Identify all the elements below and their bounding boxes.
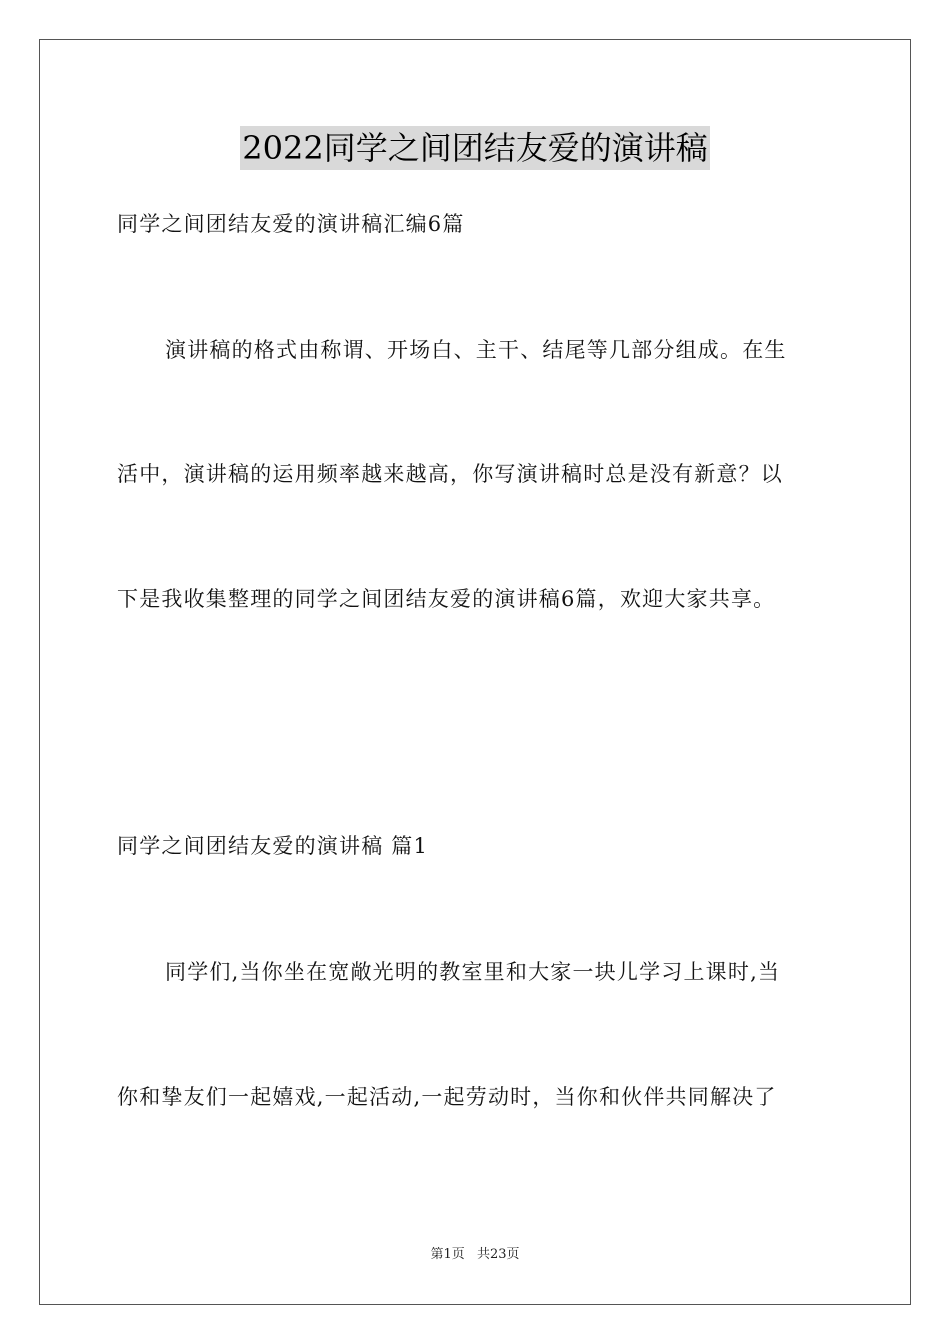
page-total: 共23页 [476, 1247, 520, 1262]
section-line-2: 你和挚友们一起嬉戏,一起活动,一起劳动时，当你和伙伴共同解决了 [117, 1085, 777, 1109]
document-subtitle: 同学之间团结友爱的演讲稿汇编6篇 [117, 212, 465, 236]
section-line-1: 同学们,当你坐在宽敞光明的教室里和大家一块儿学习上课时,当 [165, 960, 781, 984]
title-container [0, 126, 950, 170]
intro-line-3: 下是我收集整理的同学之间团结友爱的演讲稿6篇，欢迎大家共享。 [117, 587, 776, 611]
intro-line-1: 演讲稿的格式由称谓、开场白、主干、结尾等几部分组成。在生 [165, 338, 787, 362]
intro-line-2: 活中，演讲稿的运用频率越来越高，你写演讲稿时总是没有新意？以 [117, 462, 783, 486]
page-number: 第1页 [430, 1247, 465, 1262]
document-title: 2022同学之间团结友爱的演讲稿 [240, 126, 709, 170]
page-footer [0, 1246, 950, 1264]
section-heading: 同学之间团结友爱的演讲稿 篇1 [117, 834, 429, 858]
